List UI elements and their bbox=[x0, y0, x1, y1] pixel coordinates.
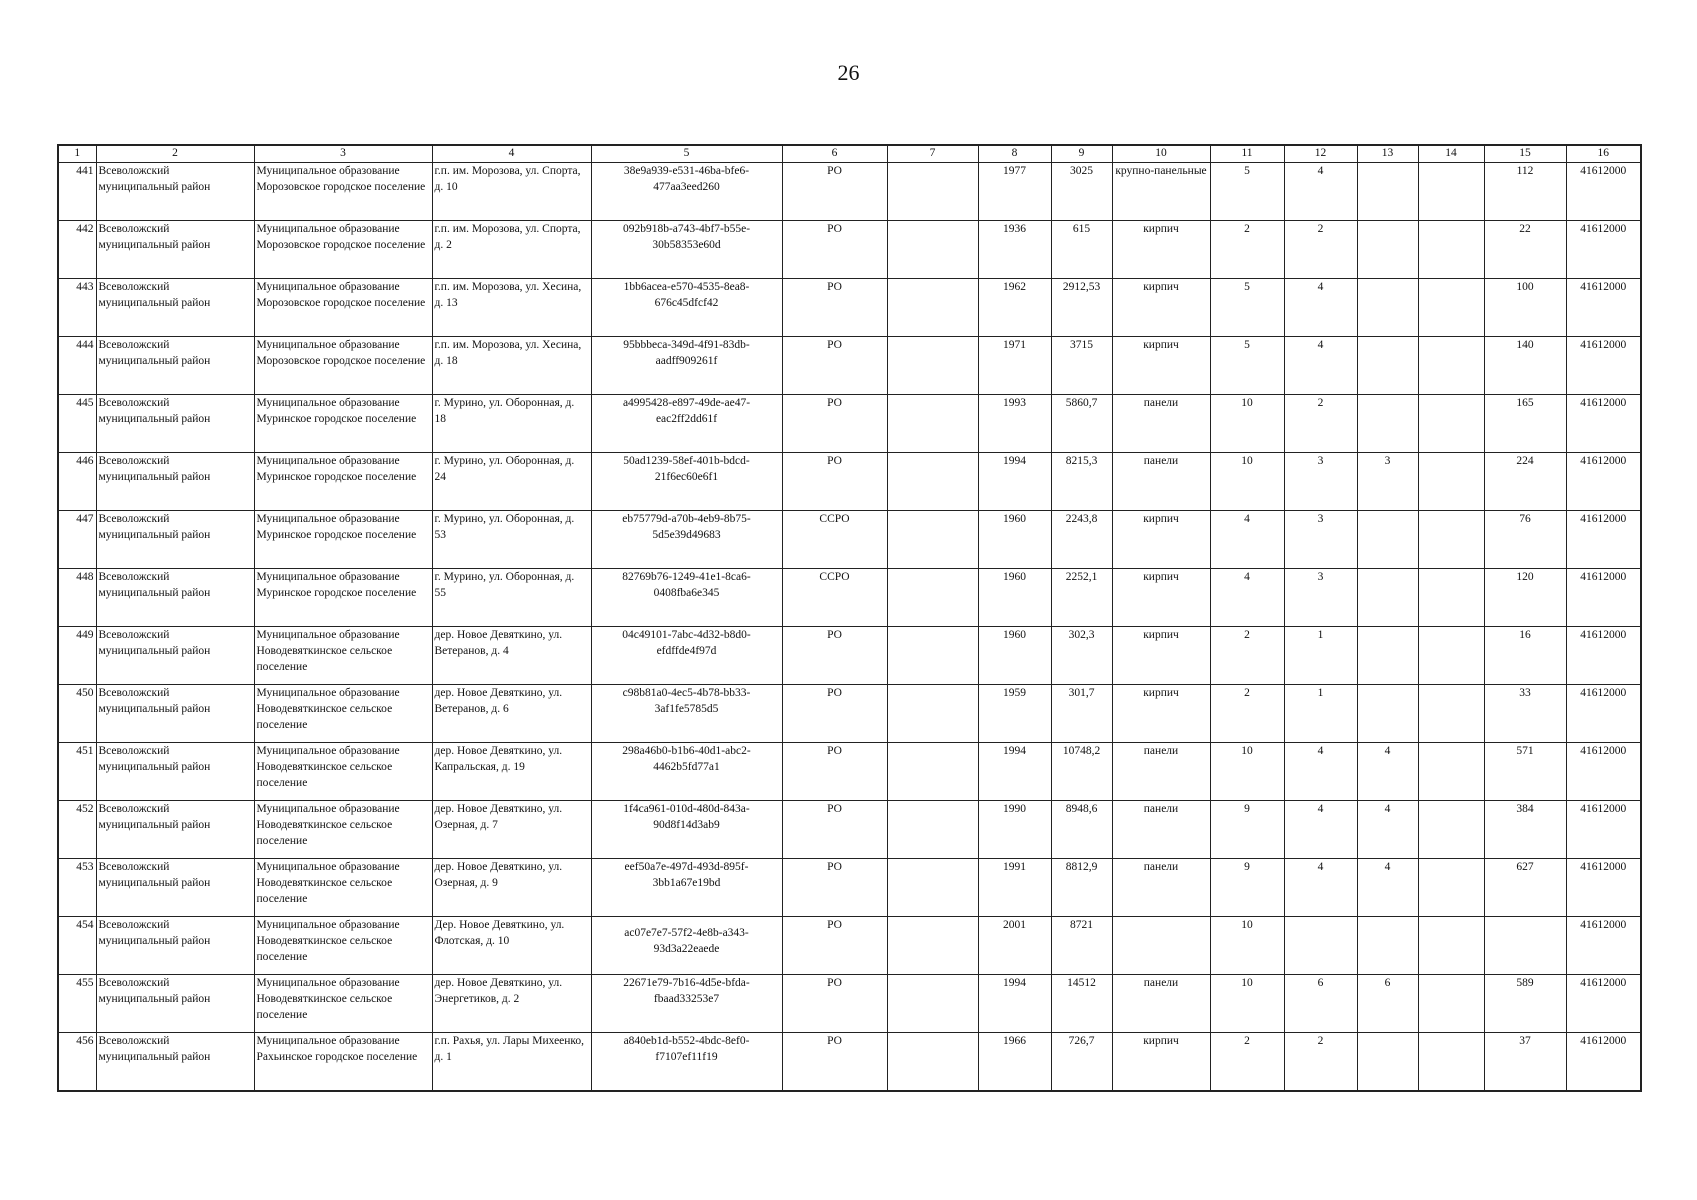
column-8-cell: 1959 bbox=[978, 685, 1051, 743]
column-16-cell: 41612000 bbox=[1566, 395, 1641, 453]
column-16-cell: 41612000 bbox=[1566, 917, 1641, 975]
column-9-cell: 2252,1 bbox=[1051, 569, 1112, 627]
column-10-cell: панели bbox=[1112, 975, 1210, 1033]
column-11-cell: 5 bbox=[1210, 337, 1284, 395]
column-14-cell bbox=[1418, 627, 1484, 685]
column-14-cell bbox=[1418, 395, 1484, 453]
column-12-cell: 3 bbox=[1284, 453, 1357, 511]
column-7-cell bbox=[887, 743, 978, 801]
address-cell: дер. Новое Девяткино, ул. Ветеранов, д. 6 bbox=[432, 685, 591, 743]
column-header-14: 14 bbox=[1418, 145, 1484, 163]
address-cell: дер. Новое Девяткино, ул. Капральская, д. 19 bbox=[432, 743, 591, 801]
column-12-cell: 4 bbox=[1284, 859, 1357, 917]
column-header-10: 10 bbox=[1112, 145, 1210, 163]
column-16-cell: 41612000 bbox=[1566, 453, 1641, 511]
column-13-cell bbox=[1357, 337, 1418, 395]
column-16-cell: 41612000 bbox=[1566, 337, 1641, 395]
column-8-cell: 1960 bbox=[978, 627, 1051, 685]
column-11-cell: 10 bbox=[1210, 917, 1284, 975]
table-row bbox=[58, 801, 1641, 859]
column-8-cell: 1977 bbox=[978, 163, 1051, 221]
column-header-12: 12 bbox=[1284, 145, 1357, 163]
column-9-cell: 8948,6 bbox=[1051, 801, 1112, 859]
column-10-cell: панели bbox=[1112, 453, 1210, 511]
column-13-cell bbox=[1357, 917, 1418, 975]
column-7-cell bbox=[887, 569, 978, 627]
column-11-cell: 10 bbox=[1210, 975, 1284, 1033]
column-14-cell bbox=[1418, 801, 1484, 859]
table-row bbox=[58, 453, 1641, 511]
column-10-cell: кирпич bbox=[1112, 685, 1210, 743]
column-12-cell: 4 bbox=[1284, 337, 1357, 395]
column-16-cell: 41612000 bbox=[1566, 1033, 1641, 1091]
column-8-cell: 1960 bbox=[978, 569, 1051, 627]
row-number: 443 bbox=[58, 279, 96, 337]
row-number: 442 bbox=[58, 221, 96, 279]
column-9-cell: 3715 bbox=[1051, 337, 1112, 395]
column-11-cell: 2 bbox=[1210, 221, 1284, 279]
column-16-cell: 41612000 bbox=[1566, 975, 1641, 1033]
housing-registry-table bbox=[57, 144, 1642, 1092]
column-13-cell bbox=[1357, 511, 1418, 569]
district-cell: Всеволожский муниципальный район bbox=[96, 163, 254, 221]
table-row bbox=[58, 279, 1641, 337]
guid-cell: 298a46b0-b1b6-40d1-abc2-4462b5fd77a1 bbox=[591, 743, 782, 801]
row-number: 441 bbox=[58, 163, 96, 221]
column-9-cell: 10748,2 bbox=[1051, 743, 1112, 801]
column-7-cell bbox=[887, 453, 978, 511]
column-11-cell: 10 bbox=[1210, 395, 1284, 453]
column-8-cell: 1994 bbox=[978, 453, 1051, 511]
column-15-cell: 100 bbox=[1484, 279, 1566, 337]
district-cell: Всеволожский муниципальный район bbox=[96, 279, 254, 337]
column-15-cell: 120 bbox=[1484, 569, 1566, 627]
column-13-cell: 6 bbox=[1357, 975, 1418, 1033]
guid-cell: 1f4ca961-010d-480d-843a-90d8f14d3ab9 bbox=[591, 801, 782, 859]
column-9-cell: 2912,53 bbox=[1051, 279, 1112, 337]
table-row bbox=[58, 221, 1641, 279]
column-14-cell bbox=[1418, 975, 1484, 1033]
row-number: 446 bbox=[58, 453, 96, 511]
column-8-cell: 1962 bbox=[978, 279, 1051, 337]
column-15-cell: 589 bbox=[1484, 975, 1566, 1033]
table-body bbox=[58, 163, 1641, 1091]
column-13-cell bbox=[1357, 685, 1418, 743]
municipality-cell: Муниципальное образование Муринское городское поселение bbox=[254, 511, 432, 569]
row-number: 453 bbox=[58, 859, 96, 917]
column-15-cell bbox=[1484, 917, 1566, 975]
row-number: 451 bbox=[58, 743, 96, 801]
column-13-cell: 3 bbox=[1357, 453, 1418, 511]
column-10-cell: панели bbox=[1112, 859, 1210, 917]
municipality-cell: Муниципальное образование Рахьинское городское поселение bbox=[254, 1033, 432, 1091]
address-cell: г. Мурино, ул. Оборонная, д. 24 bbox=[432, 453, 591, 511]
column-header-2: 2 bbox=[96, 145, 254, 163]
column-8-cell: 2001 bbox=[978, 917, 1051, 975]
column-7-cell bbox=[887, 337, 978, 395]
column-16-cell: 41612000 bbox=[1566, 801, 1641, 859]
column-9-cell: 8812,9 bbox=[1051, 859, 1112, 917]
guid-cell: 95bbbeca-349d-4f91-83db-aadff909261f bbox=[591, 337, 782, 395]
column-9-cell: 8215,3 bbox=[1051, 453, 1112, 511]
column-6-cell: РО bbox=[782, 975, 887, 1033]
address-cell: дер. Новое Девяткино, ул. Озерная, д. 7 bbox=[432, 801, 591, 859]
column-10-cell: кирпич bbox=[1112, 337, 1210, 395]
column-10-cell: кирпич bbox=[1112, 569, 1210, 627]
guid-cell: 22671e79-7b16-4d5e-bfda-fbaad33253e7 bbox=[591, 975, 782, 1033]
column-11-cell: 2 bbox=[1210, 627, 1284, 685]
column-13-cell bbox=[1357, 279, 1418, 337]
column-8-cell: 1991 bbox=[978, 859, 1051, 917]
column-13-cell bbox=[1357, 627, 1418, 685]
column-6-cell: РО bbox=[782, 743, 887, 801]
column-12-cell: 1 bbox=[1284, 685, 1357, 743]
table-row bbox=[58, 627, 1641, 685]
guid-cell: c98b81a0-4ec5-4b78-bb33-3af1fe5785d5 bbox=[591, 685, 782, 743]
guid-cell: 092b918b-a743-4bf7-b55e-30b58353e60d bbox=[591, 221, 782, 279]
municipality-cell: Муниципальное образование Новодевяткинское сельское поселение bbox=[254, 801, 432, 859]
municipality-cell: Муниципальное образование Морозовское городское поселение bbox=[254, 279, 432, 337]
district-cell: Всеволожский муниципальный район bbox=[96, 221, 254, 279]
municipality-cell: Муниципальное образование Муринское городское поселение bbox=[254, 453, 432, 511]
column-10-cell: кирпич bbox=[1112, 221, 1210, 279]
column-9-cell: 726,7 bbox=[1051, 1033, 1112, 1091]
column-7-cell bbox=[887, 859, 978, 917]
column-header-9: 9 bbox=[1051, 145, 1112, 163]
column-11-cell: 10 bbox=[1210, 453, 1284, 511]
address-cell: дер. Новое Девяткино, ул. Озерная, д. 9 bbox=[432, 859, 591, 917]
municipality-cell: Муниципальное образование Новодевяткинское сельское поселение bbox=[254, 685, 432, 743]
column-6-cell: РО bbox=[782, 1033, 887, 1091]
column-header-6: 6 bbox=[782, 145, 887, 163]
column-8-cell: 1994 bbox=[978, 975, 1051, 1033]
table-row bbox=[58, 511, 1641, 569]
district-cell: Всеволожский муниципальный район bbox=[96, 395, 254, 453]
address-cell: г. Мурино, ул. Оборонная, д. 55 bbox=[432, 569, 591, 627]
table-row bbox=[58, 917, 1641, 975]
row-number: 449 bbox=[58, 627, 96, 685]
column-11-cell: 2 bbox=[1210, 685, 1284, 743]
column-6-cell: РО bbox=[782, 279, 887, 337]
address-cell: г.п. Рахья, ул. Лары Михеенко, д. 1 bbox=[432, 1033, 591, 1091]
column-16-cell: 41612000 bbox=[1566, 511, 1641, 569]
column-8-cell: 1971 bbox=[978, 337, 1051, 395]
column-6-cell: ССРО bbox=[782, 569, 887, 627]
column-6-cell: РО bbox=[782, 395, 887, 453]
column-12-cell: 4 bbox=[1284, 801, 1357, 859]
column-14-cell bbox=[1418, 917, 1484, 975]
district-cell: Всеволожский муниципальный район bbox=[96, 627, 254, 685]
column-15-cell: 224 bbox=[1484, 453, 1566, 511]
column-14-cell bbox=[1418, 221, 1484, 279]
guid-cell: 1bb6acea-e570-4535-8ea8-676c45dfcf42 bbox=[591, 279, 782, 337]
column-9-cell: 302,3 bbox=[1051, 627, 1112, 685]
municipality-cell: Муниципальное образование Морозовское городское поселение bbox=[254, 221, 432, 279]
column-11-cell: 9 bbox=[1210, 859, 1284, 917]
column-15-cell: 140 bbox=[1484, 337, 1566, 395]
column-12-cell: 2 bbox=[1284, 1033, 1357, 1091]
column-8-cell: 1960 bbox=[978, 511, 1051, 569]
table-row bbox=[58, 1033, 1641, 1091]
column-15-cell: 571 bbox=[1484, 743, 1566, 801]
column-12-cell: 3 bbox=[1284, 569, 1357, 627]
column-16-cell: 41612000 bbox=[1566, 627, 1641, 685]
column-9-cell: 5860,7 bbox=[1051, 395, 1112, 453]
column-6-cell: ССРО bbox=[782, 511, 887, 569]
column-9-cell: 14512 bbox=[1051, 975, 1112, 1033]
district-cell: Всеволожский муниципальный район bbox=[96, 859, 254, 917]
column-13-cell: 4 bbox=[1357, 801, 1418, 859]
column-8-cell: 1993 bbox=[978, 395, 1051, 453]
address-cell: г.п. им. Морозова, ул. Хесина, д. 18 bbox=[432, 337, 591, 395]
address-cell: Дер. Новое Девяткино, ул. Флотская, д. 10 bbox=[432, 917, 591, 975]
column-15-cell: 627 bbox=[1484, 859, 1566, 917]
column-header-4: 4 bbox=[432, 145, 591, 163]
column-16-cell: 41612000 bbox=[1566, 279, 1641, 337]
column-16-cell: 41612000 bbox=[1566, 859, 1641, 917]
column-header-7: 7 bbox=[887, 145, 978, 163]
column-12-cell: 6 bbox=[1284, 975, 1357, 1033]
row-number: 447 bbox=[58, 511, 96, 569]
column-8-cell: 1936 bbox=[978, 221, 1051, 279]
address-cell: дер. Новое Девяткино, ул. Ветеранов, д. 4 bbox=[432, 627, 591, 685]
column-13-cell: 4 bbox=[1357, 859, 1418, 917]
column-15-cell: 16 bbox=[1484, 627, 1566, 685]
column-6-cell: РО bbox=[782, 685, 887, 743]
municipality-cell: Муниципальное образование Морозовское городское поселение bbox=[254, 337, 432, 395]
row-number: 450 bbox=[58, 685, 96, 743]
column-12-cell: 4 bbox=[1284, 163, 1357, 221]
municipality-cell: Муниципальное образование Новодевяткинское сельское поселение bbox=[254, 627, 432, 685]
column-15-cell: 76 bbox=[1484, 511, 1566, 569]
guid-cell: eef50a7e-497d-493d-895f-3bb1a67e19bd bbox=[591, 859, 782, 917]
row-number: 452 bbox=[58, 801, 96, 859]
address-cell: г. Мурино, ул. Оборонная, д. 18 bbox=[432, 395, 591, 453]
page-number: 26 bbox=[837, 60, 860, 85]
column-7-cell bbox=[887, 627, 978, 685]
column-header-5: 5 bbox=[591, 145, 782, 163]
column-13-cell bbox=[1357, 569, 1418, 627]
column-16-cell: 41612000 bbox=[1566, 743, 1641, 801]
column-14-cell bbox=[1418, 511, 1484, 569]
row-number: 445 bbox=[58, 395, 96, 453]
column-11-cell: 9 bbox=[1210, 801, 1284, 859]
column-7-cell bbox=[887, 221, 978, 279]
district-cell: Всеволожский муниципальный район bbox=[96, 975, 254, 1033]
row-number: 448 bbox=[58, 569, 96, 627]
column-12-cell: 1 bbox=[1284, 627, 1357, 685]
table-row bbox=[58, 163, 1641, 221]
column-13-cell: 4 bbox=[1357, 743, 1418, 801]
column-10-cell: кирпич bbox=[1112, 1033, 1210, 1091]
column-10-cell: панели bbox=[1112, 801, 1210, 859]
address-cell: г.п. им. Морозова, ул. Хесина, д. 13 bbox=[432, 279, 591, 337]
table-row bbox=[58, 337, 1641, 395]
column-8-cell: 1966 bbox=[978, 1033, 1051, 1091]
municipality-cell: Муниципальное образование Муринское городское поселение bbox=[254, 395, 432, 453]
column-14-cell bbox=[1418, 453, 1484, 511]
table-row bbox=[58, 975, 1641, 1033]
address-cell: г.п. им. Морозова, ул. Спорта, д. 2 bbox=[432, 221, 591, 279]
column-15-cell: 112 bbox=[1484, 163, 1566, 221]
guid-cell: ac07e7e7-57f2-4e8b-a343-93d3a22eaede bbox=[591, 917, 782, 975]
column-6-cell: РО bbox=[782, 221, 887, 279]
column-10-cell: крупно-панельные bbox=[1112, 163, 1210, 221]
municipality-cell: Муниципальное образование Новодевяткинское сельское поселение bbox=[254, 859, 432, 917]
municipality-cell: Муниципальное образование Муринское городское поселение bbox=[254, 569, 432, 627]
guid-cell: 38e9a939-e531-46ba-bfe6-477aa3eed260 bbox=[591, 163, 782, 221]
column-16-cell: 41612000 bbox=[1566, 163, 1641, 221]
column-6-cell: РО bbox=[782, 163, 887, 221]
column-15-cell: 165 bbox=[1484, 395, 1566, 453]
row-number: 455 bbox=[58, 975, 96, 1033]
column-header-11: 11 bbox=[1210, 145, 1284, 163]
column-16-cell: 41612000 bbox=[1566, 221, 1641, 279]
column-12-cell: 4 bbox=[1284, 279, 1357, 337]
table-row bbox=[58, 859, 1641, 917]
column-6-cell: РО bbox=[782, 859, 887, 917]
column-header-3: 3 bbox=[254, 145, 432, 163]
district-cell: Всеволожский муниципальный район bbox=[96, 337, 254, 395]
column-10-cell: панели bbox=[1112, 395, 1210, 453]
column-7-cell bbox=[887, 975, 978, 1033]
column-10-cell bbox=[1112, 917, 1210, 975]
column-15-cell: 33 bbox=[1484, 685, 1566, 743]
column-11-cell: 2 bbox=[1210, 1033, 1284, 1091]
guid-cell: eb75779d-a70b-4eb9-8b75-5d5e39d49683 bbox=[591, 511, 782, 569]
column-header-13: 13 bbox=[1357, 145, 1418, 163]
district-cell: Всеволожский муниципальный район bbox=[96, 511, 254, 569]
address-cell: дер. Новое Девяткино, ул. Энергетиков, д. 2 bbox=[432, 975, 591, 1033]
column-11-cell: 4 bbox=[1210, 511, 1284, 569]
district-cell: Всеволожский муниципальный район bbox=[96, 743, 254, 801]
column-15-cell: 22 bbox=[1484, 221, 1566, 279]
municipality-cell: Муниципальное образование Новодевяткинское сельское поселение bbox=[254, 917, 432, 975]
column-14-cell bbox=[1418, 337, 1484, 395]
address-cell: г. Мурино, ул. Оборонная, д. 53 bbox=[432, 511, 591, 569]
column-6-cell: РО bbox=[782, 917, 887, 975]
column-7-cell bbox=[887, 279, 978, 337]
municipality-cell: Муниципальное образование Морозовское городское поселение bbox=[254, 163, 432, 221]
district-cell: Всеволожский муниципальный район bbox=[96, 801, 254, 859]
column-11-cell: 5 bbox=[1210, 279, 1284, 337]
column-11-cell: 5 bbox=[1210, 163, 1284, 221]
column-13-cell bbox=[1357, 163, 1418, 221]
column-header-1: 1 bbox=[58, 145, 96, 163]
table-row bbox=[58, 685, 1641, 743]
column-14-cell bbox=[1418, 569, 1484, 627]
column-6-cell: РО bbox=[782, 453, 887, 511]
column-7-cell bbox=[887, 1033, 978, 1091]
column-16-cell: 41612000 bbox=[1566, 685, 1641, 743]
column-14-cell bbox=[1418, 743, 1484, 801]
column-7-cell bbox=[887, 511, 978, 569]
column-16-cell: 41612000 bbox=[1566, 569, 1641, 627]
column-9-cell: 301,7 bbox=[1051, 685, 1112, 743]
table-row bbox=[58, 569, 1641, 627]
column-9-cell: 8721 bbox=[1051, 917, 1112, 975]
municipality-cell: Муниципальное образование Новодевяткинское сельское поселение bbox=[254, 975, 432, 1033]
address-cell: г.п. им. Морозова, ул. Спорта, д. 10 bbox=[432, 163, 591, 221]
column-12-cell: 2 bbox=[1284, 395, 1357, 453]
column-header-16: 16 bbox=[1566, 145, 1641, 163]
column-13-cell bbox=[1357, 395, 1418, 453]
column-7-cell bbox=[887, 163, 978, 221]
column-6-cell: РО bbox=[782, 337, 887, 395]
row-number: 444 bbox=[58, 337, 96, 395]
column-7-cell bbox=[887, 395, 978, 453]
column-12-cell bbox=[1284, 917, 1357, 975]
column-12-cell: 2 bbox=[1284, 221, 1357, 279]
row-number: 456 bbox=[58, 1033, 96, 1091]
guid-cell: a840eb1d-b552-4bdc-8ef0-f7107ef11f19 bbox=[591, 1033, 782, 1091]
column-15-cell: 384 bbox=[1484, 801, 1566, 859]
column-10-cell: кирпич bbox=[1112, 279, 1210, 337]
header-row bbox=[58, 145, 1641, 163]
column-8-cell: 1990 bbox=[978, 801, 1051, 859]
row-number: 454 bbox=[58, 917, 96, 975]
district-cell: Всеволожский муниципальный район bbox=[96, 569, 254, 627]
district-cell: Всеволожский муниципальный район bbox=[96, 1033, 254, 1091]
column-9-cell: 3025 bbox=[1051, 163, 1112, 221]
column-14-cell bbox=[1418, 163, 1484, 221]
column-14-cell bbox=[1418, 1033, 1484, 1091]
column-7-cell bbox=[887, 801, 978, 859]
column-15-cell: 37 bbox=[1484, 1033, 1566, 1091]
column-6-cell: РО bbox=[782, 627, 887, 685]
column-9-cell: 2243,8 bbox=[1051, 511, 1112, 569]
column-11-cell: 10 bbox=[1210, 743, 1284, 801]
guid-cell: 04c49101-7abc-4d32-b8d0-efdffde4f97d bbox=[591, 627, 782, 685]
table-row bbox=[58, 395, 1641, 453]
guid-cell: a4995428-e897-49de-ae47-eac2ff2dd61f bbox=[591, 395, 782, 453]
column-8-cell: 1994 bbox=[978, 743, 1051, 801]
column-header-8: 8 bbox=[978, 145, 1051, 163]
column-14-cell bbox=[1418, 859, 1484, 917]
column-14-cell bbox=[1418, 279, 1484, 337]
district-cell: Всеволожский муниципальный район bbox=[96, 917, 254, 975]
table-row bbox=[58, 743, 1641, 801]
column-11-cell: 4 bbox=[1210, 569, 1284, 627]
guid-cell: 50ad1239-58ef-401b-bdcd-21f6ec60e6f1 bbox=[591, 453, 782, 511]
column-9-cell: 615 bbox=[1051, 221, 1112, 279]
municipality-cell: Муниципальное образование Новодевяткинское сельское поселение bbox=[254, 743, 432, 801]
column-14-cell bbox=[1418, 685, 1484, 743]
column-10-cell: панели bbox=[1112, 743, 1210, 801]
column-header-15: 15 bbox=[1484, 145, 1566, 163]
column-10-cell: кирпич bbox=[1112, 511, 1210, 569]
guid-cell: 82769b76-1249-41e1-8ca6-0408fba6e345 bbox=[591, 569, 782, 627]
column-10-cell: кирпич bbox=[1112, 627, 1210, 685]
district-cell: Всеволожский муниципальный район bbox=[96, 453, 254, 511]
column-6-cell: РО bbox=[782, 801, 887, 859]
column-7-cell bbox=[887, 685, 978, 743]
column-12-cell: 3 bbox=[1284, 511, 1357, 569]
district-cell: Всеволожский муниципальный район bbox=[96, 685, 254, 743]
column-13-cell bbox=[1357, 221, 1418, 279]
column-13-cell bbox=[1357, 1033, 1418, 1091]
column-7-cell bbox=[887, 917, 978, 975]
column-12-cell: 4 bbox=[1284, 743, 1357, 801]
